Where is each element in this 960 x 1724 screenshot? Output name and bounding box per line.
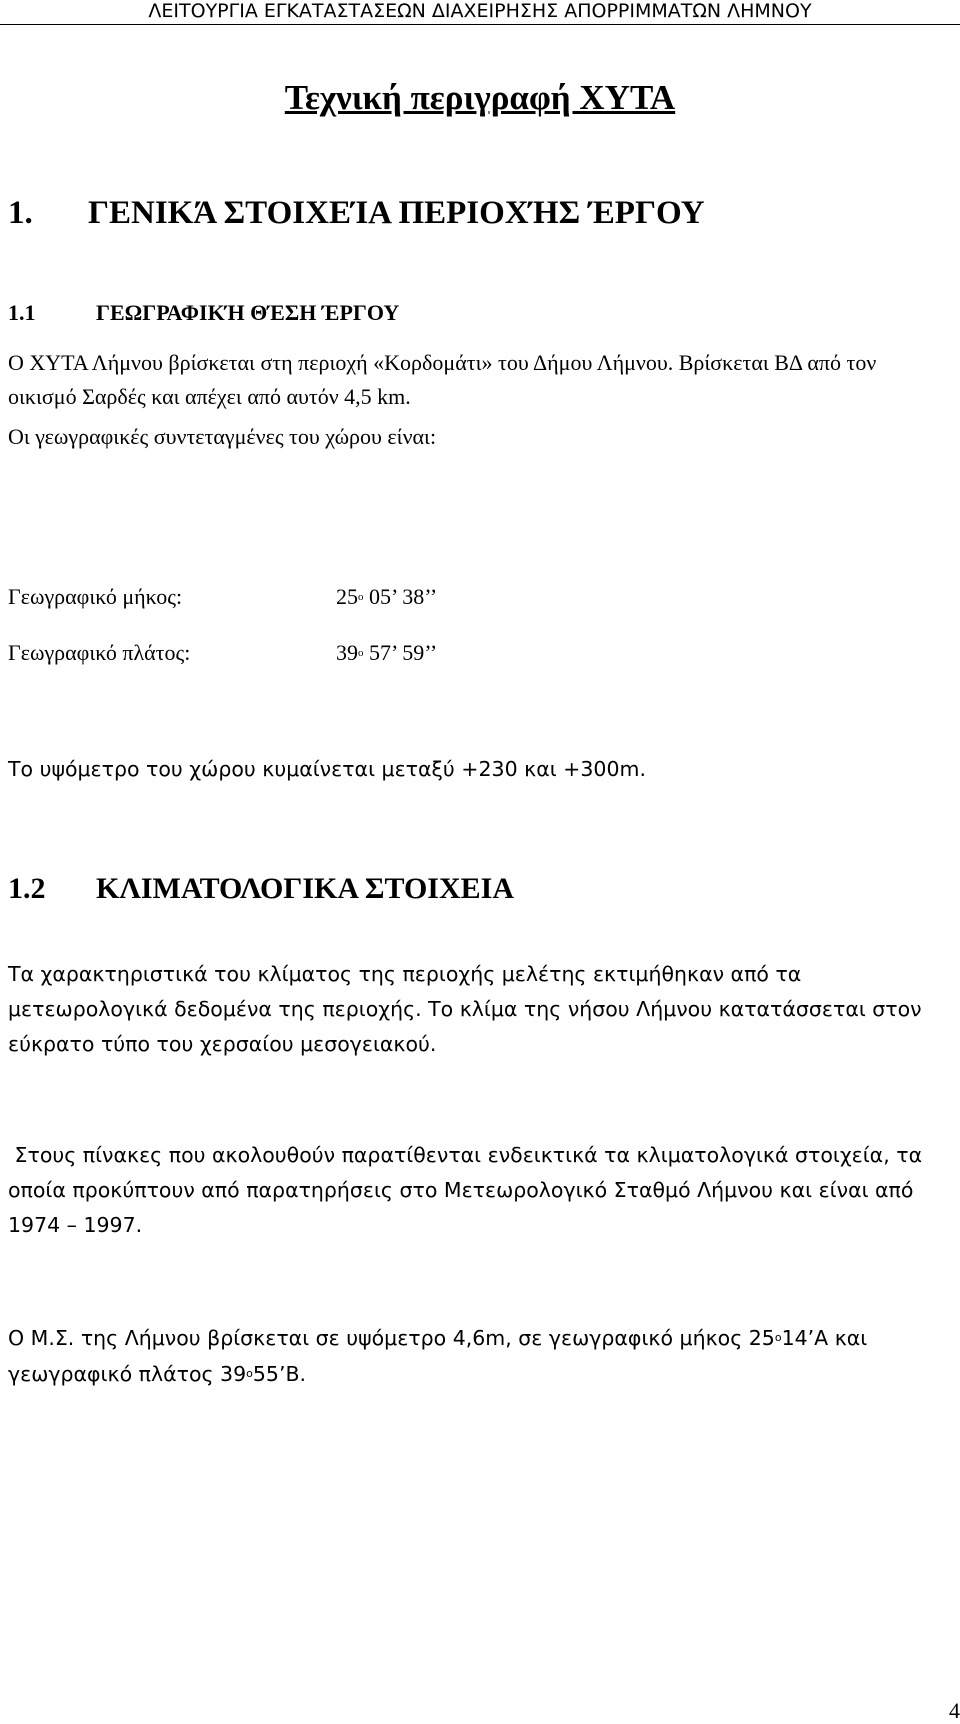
station-degree-mark-2: ο: [246, 1367, 253, 1380]
altitude-paragraph: Το υψόμετρο του χώρου κυμαίνεται μεταξύ +230 και +300m.: [8, 757, 646, 781]
longitude-minutes-seconds: 05’ 38’’: [363, 584, 438, 609]
location-paragraph: Ο ΧΥΤΑ Λήμνου βρίσκεται στη περιοχή «Κορδομάτι» του Δήμου Λήμνου. Βρίσκεται ΒΔ από τον οικισμό Σαρδές και απέχει από αυτόν 4,5 km.: [8, 350, 877, 409]
running-header: ΛΕΙΤΟΥΡΓΙΑ ΕΓΚΑΤΑΣΤΑΣΕΩΝ ΔΙΑΧΕΙΡΗΣΗΣ ΑΠΟΡΡΙΜΜΑΤΩΝ ΛΗΜΝΟΥ: [148, 0, 812, 22]
longitude-degree-mark: ο: [358, 591, 364, 603]
station-paragraph: [8, 1320, 948, 1392]
header-rule: [0, 24, 960, 25]
climate-tables-paragraph: Στους πίνακες που ακολουθούν παρατίθενται ενδεικτικά τα κλιματολογικά στοιχεία, τα οποία προκύπτουν από παρατηρήσεις στο Μετεωρολογικό Σταθμό Λήμνου και είναι από 1974 – 1997.: [8, 1143, 929, 1237]
section-1-1-title: ΓΕΩΓΡΑΦΙΚΉ ΘΈΣΗ ΈΡΓΟΥ: [96, 300, 400, 325]
section-1-number: 1.: [8, 195, 33, 231]
section-1-2-heading: [8, 872, 514, 906]
station-text-b: 14’Α και γεωγραφικό πλάτος 39: [8, 1326, 868, 1386]
climate-paragraph: Τα χαρακτηριστικά του κλίματος της περιοχής μελέτης εκτιμήθηκαν από τα μετεωρολογικά δεδομένα της περιοχής. Το κλίμα της νήσου Λήμνου κατατάσσεται στον εύκρατο τύπο του χερσαίου μεσογειακού.: [8, 962, 922, 1056]
longitude-row: [8, 584, 437, 610]
station-degree-mark-1: ο: [774, 1331, 782, 1344]
document-title: Τεχνική περιγραφή ΧΥΤΑ: [284, 78, 676, 117]
latitude-label: Γεωγραφικό πλάτος:: [8, 640, 191, 665]
station-text-c: 55’Β.: [252, 1362, 307, 1386]
section-1-title: ΓΕΝΙΚΆ ΣΤΟΙΧΕΊΑ ΠΕΡΙΟΧΉΣ ΈΡΓΟΥ: [88, 195, 705, 231]
longitude-label: Γεωγραφικό μήκος:: [8, 584, 183, 609]
page-number: 4: [949, 1698, 960, 1723]
latitude-row: [8, 640, 437, 666]
latitude-degrees: 39: [336, 640, 358, 665]
latitude-degree-mark: ο: [358, 647, 364, 659]
section-1-heading: [8, 195, 705, 232]
section-1-1-heading: [8, 300, 399, 326]
longitude-degrees: 25: [336, 584, 358, 609]
latitude-minutes-seconds: 57’ 59’’: [363, 640, 438, 665]
station-text-a: Ο Μ.Σ. της Λήμνου βρίσκεται σε υψόμετρο 4,6m, σε γεωγραφικό μήκος 25: [8, 1326, 775, 1350]
section-1-1-number: 1.1: [8, 300, 36, 325]
section-1-2-number: 1.2: [8, 872, 46, 905]
section-1-2-title: ΚΛΙΜΑΤΟΛΟΓΙΚΑ ΣΤΟΙΧΕΙΑ: [96, 872, 514, 905]
coordinates-intro: Οι γεωγραφικές συντεταγμένες του χώρου είναι:: [8, 424, 437, 449]
